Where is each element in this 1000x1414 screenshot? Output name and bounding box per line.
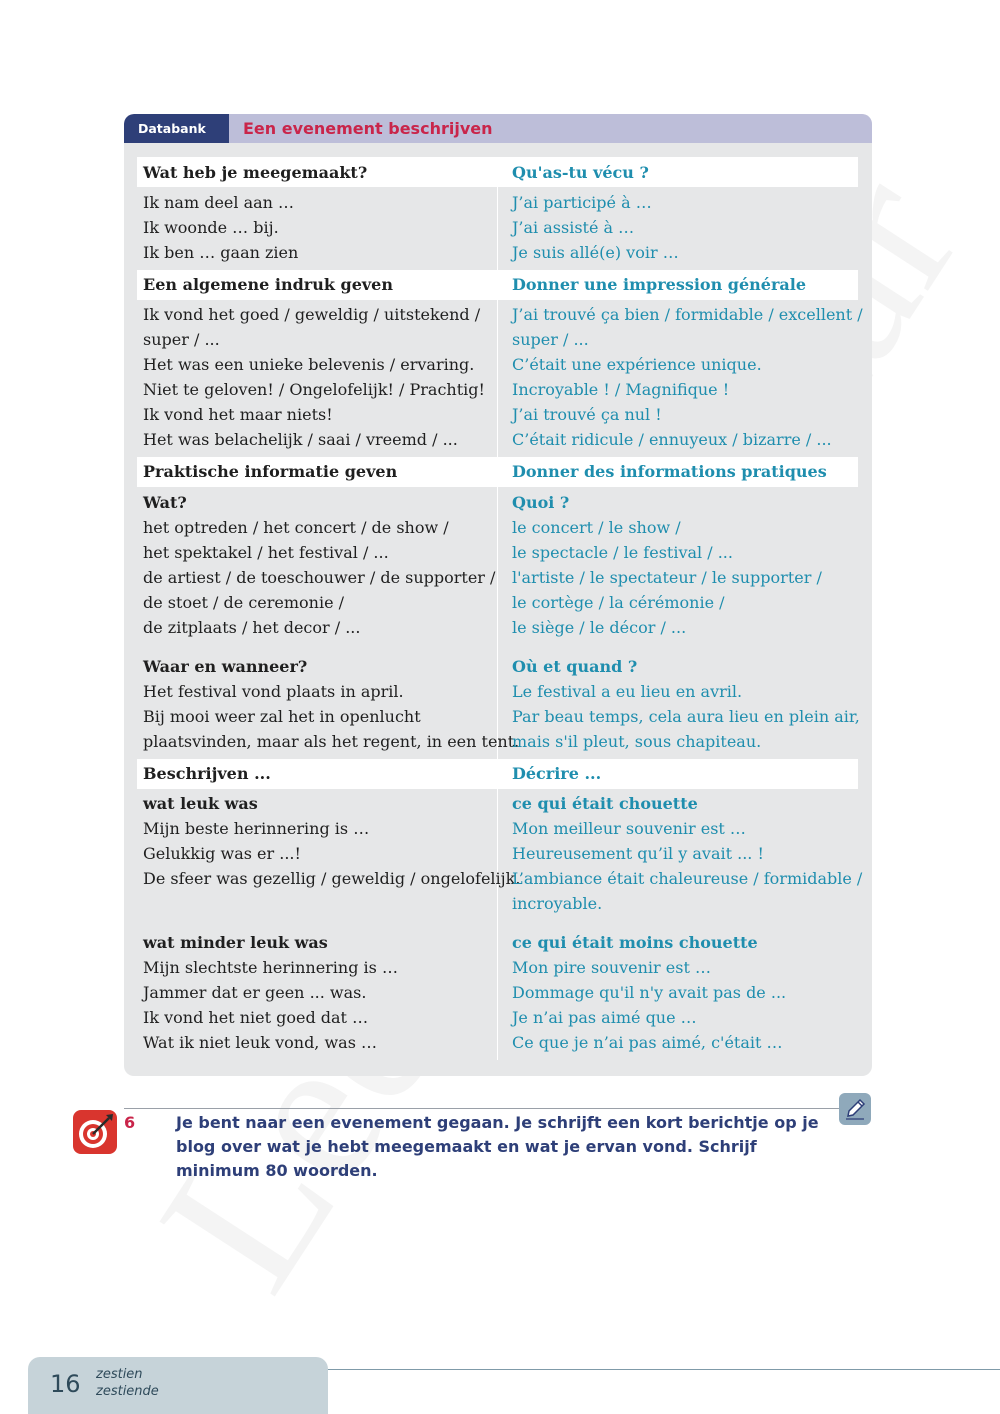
phrase-nl: de zitplaats / het decor / ... <box>143 618 361 637</box>
phrase-fr: le concert / le show / <box>512 518 681 537</box>
phrase-fr: C’était ridicule / ennuyeux / bizarre / ... <box>512 430 832 449</box>
phrase-fr: Mon meilleur souvenir est … <box>512 819 746 838</box>
phrase-nl: het optreden / het concert / de show / <box>143 518 449 537</box>
phrase-nl: Bij mooi weer zal het in openlucht <box>143 707 421 726</box>
phrase-nl: plaatsvinden, maar als het regent, in een tent. <box>143 732 520 751</box>
phrase-nl: Het festival vond plaats in april. <box>143 682 404 701</box>
phrase-nl: Mijn slechtste herinnering is … <box>143 958 398 977</box>
subheading-nl: wat leuk was <box>143 794 258 813</box>
section-heading-fr: Qu'as-tu vécu ? <box>512 163 649 182</box>
phrase-fr: Le festival a eu lieu en avril. <box>512 682 743 701</box>
section-heading-nl: Praktische informatie geven <box>143 462 398 481</box>
phrase-nl: Het was een unieke belevenis / ervaring. <box>143 355 475 374</box>
phrase-fr: super / ... <box>512 330 589 349</box>
subheading-fr: ce qui était moins chouette <box>512 933 758 952</box>
phrase-nl: de stoet / de ceremonie / <box>143 593 345 612</box>
footer-rule <box>328 1369 1000 1370</box>
phrase-nl: Ik woonde … bij. <box>143 218 279 237</box>
phrase-nl: Jammer dat er geen ... was. <box>143 983 367 1002</box>
phrase-fr: Par beau temps, cela aura lieu en plein air, <box>512 707 860 726</box>
phrase-nl: Mijn beste herinnering is … <box>143 819 370 838</box>
exercise-instruction: Je bent naar een evenement gegaan. Je schrijft een kort berichtje op je blog over wat je hebt meegemaakt en wat je ervan vond. Schrijf minimum 80 woorden. <box>176 1113 819 1180</box>
phrase-nl: Ik ben … gaan zien <box>143 243 299 262</box>
page-number: 16 <box>50 1370 81 1398</box>
phrase-nl: de artiest / de toeschouwer / de supporter / <box>143 568 496 587</box>
phrase-fr: Ce que je n’ai pas aimé, c'était … <box>512 1033 783 1052</box>
page-number-ordinal: zestiende <box>96 1384 159 1399</box>
phrase-fr: Incroyable ! / Magnifique ! <box>512 380 730 399</box>
section-heading-nl: Een algemene indruk geven <box>143 275 393 294</box>
phrase-fr: Je suis allé(e) voir … <box>512 243 679 262</box>
target-icon <box>73 1110 117 1154</box>
phrase-fr: incroyable. <box>512 894 603 913</box>
phrase-nl: De sfeer was gezellig / geweldig / ongelofelijk. <box>143 869 521 888</box>
phrase-fr: Dommage qu'il n'y avait pas de ... <box>512 983 787 1002</box>
databank-header <box>124 114 872 143</box>
exercise-number: 6 <box>124 1113 136 1132</box>
subheading-nl: Waar en wanneer? <box>143 657 308 676</box>
phrase-fr: J’ai assisté à … <box>512 218 635 237</box>
phrase-fr: le cortège / la cérémonie / <box>512 593 725 612</box>
databank-tag: Databank <box>124 114 229 143</box>
phrase-fr: J’ai participé à … <box>512 193 652 212</box>
subheading-fr: Quoi ? <box>512 493 570 512</box>
databank-title: Een evenement beschrijven <box>243 119 493 138</box>
column-divider <box>497 157 498 1060</box>
phrase-fr: L’ambiance était chaleureuse / formidable / <box>512 869 863 888</box>
subheading-fr: Où et quand ? <box>512 657 638 676</box>
phrase-fr: l'artiste / le spectateur / le supporter / <box>512 568 822 587</box>
phrase-nl: Ik vond het goed / geweldig / uitstekend / <box>143 305 481 324</box>
phrase-nl: Ik vond het maar niets! <box>143 405 333 424</box>
phrase-fr: le spectacle / le festival / ... <box>512 543 733 562</box>
phrase-nl: Niet te geloven! / Ongelofelijk! / Prachtig! <box>143 380 485 399</box>
phrase-nl: Het was belachelijk / saai / vreemd / ... <box>143 430 458 449</box>
section-heading-fr: Décrire ... <box>512 764 602 783</box>
phrase-nl: Ik vond het niet goed dat … <box>143 1008 369 1027</box>
exercise-rule <box>124 1108 840 1109</box>
phrase-fr: Je n’ai pas aimé que … <box>512 1008 697 1027</box>
section-heading-fr: Donner une impression générale <box>512 275 807 294</box>
section-heading-nl: Beschrijven ... <box>143 764 271 783</box>
phrase-fr: C’était une expérience unique. <box>512 355 762 374</box>
phrase-fr: Heureusement qu’il y avait ... ! <box>512 844 764 863</box>
subheading-fr: ce qui était chouette <box>512 794 698 813</box>
phrase-nl: Gelukkig was er ...! <box>143 844 301 863</box>
page-number-word: zestien <box>96 1367 143 1382</box>
phrase-nl: Ik nam deel aan … <box>143 193 295 212</box>
subheading-nl: wat minder leuk was <box>143 933 328 952</box>
phrase-fr: J’ai trouvé ça nul ! <box>512 405 662 424</box>
phrase-fr: mais s'il pleut, sous chapiteau. <box>512 732 762 751</box>
section-heading-fr: Donner des informations pratiques <box>512 462 827 481</box>
phrase-fr: Mon pire souvenir est … <box>512 958 711 977</box>
phrase-fr: J’ai trouvé ça bien / formidable / excellent / <box>512 305 863 324</box>
section-heading-nl: Wat heb je meegemaakt? <box>143 163 368 182</box>
phrase-nl: Wat ik niet leuk vond, was … <box>143 1033 378 1052</box>
phrase-nl: super / ... <box>143 330 220 349</box>
phrase-fr: le siège / le décor / ... <box>512 618 687 637</box>
subheading-nl: Wat? <box>143 493 187 512</box>
phrase-nl: het spektakel / het festival / ... <box>143 543 389 562</box>
pencil-icon[interactable] <box>839 1093 871 1125</box>
